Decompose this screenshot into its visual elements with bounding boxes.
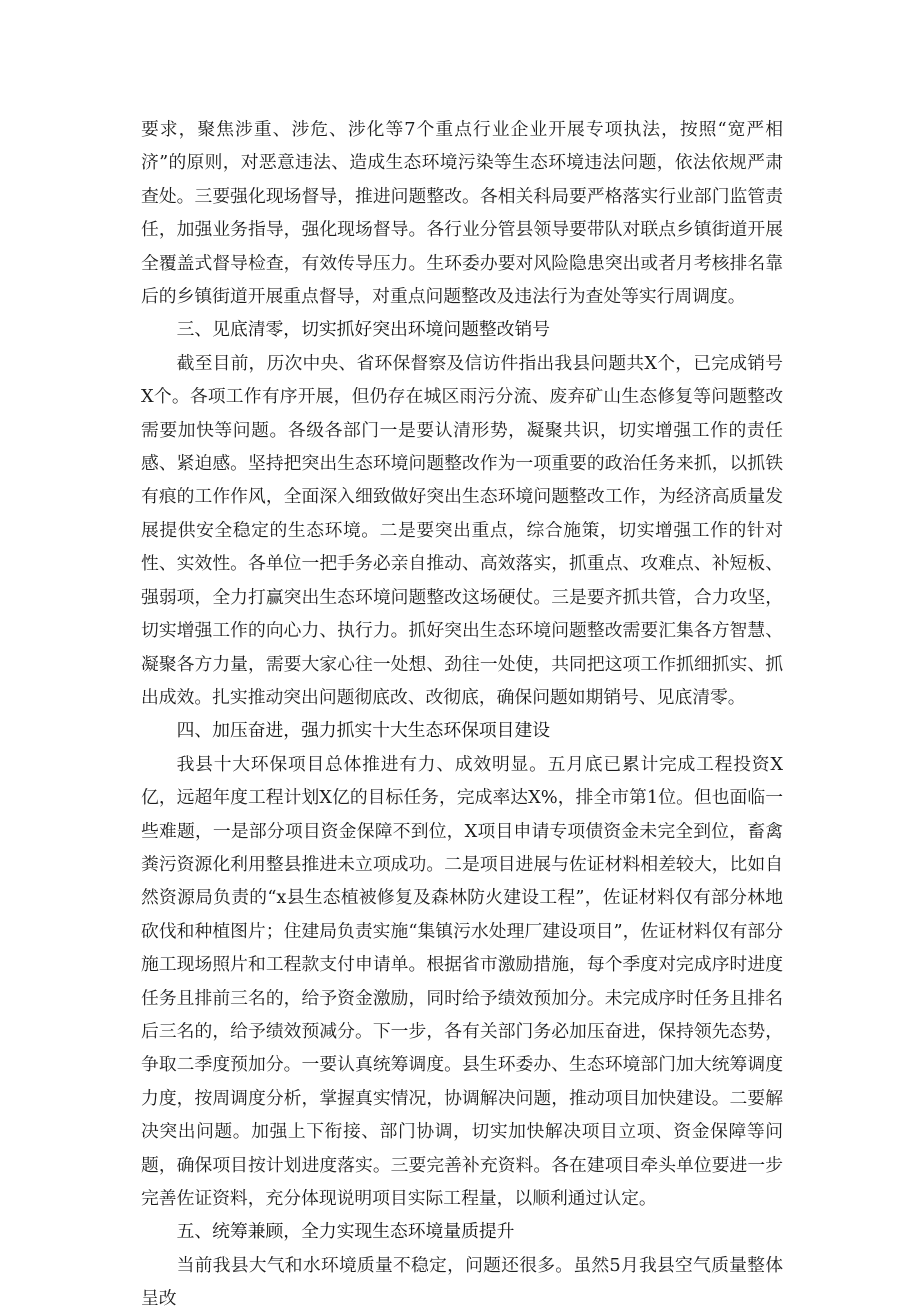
section-heading-5: 五、统筹兼顾，全力实现生态环境量质提升 [176,1221,515,1243]
paragraph-continuation: 要求，聚焦涉重、涉危、涉化等7个重点行业企业开展专项执法，按照“宽严相济”的原则，对恶意违法、造成生态环境污染等生态环境违法问题，依法依规严肃查处。三要强化现场督导，推进问题整改。各相关科局要严格落实行业部门监管责任，加强业务指导，强化现场督导。各行业分管县领导要带队对联点乡镇街道开展全覆盖式督导检查，有效传导压力。生环委办要对风险隐患突出或者月考核排名靠后的乡镇街道开展重点督导，对重点问题整改及违法行为查处等实行周调度。 [141,119,783,308]
paragraph-section-4: 我县十大环保项目总体推进有力、成效明显。五月底已累计完成工程投资X亿，远超年度工程计划X亿的目标任务，完成率达X%，排全市第1位。但也面临一些难题，一是部分项目资金保障不到位，X项目申请专项债资金未完全到位，畜禽粪污资源化利用整县推进未立项成功。二是项目进展与佐证材料相差较大，比如自然资源局负责的“x县生态植被修复及森林防火建设工程”，佐证材料仅有部分林地砍伐和种植图片；住建局负责实施“集镇污水处理厂建设项目”，佐证材料仅有部分施工现场照片和工程款支付申请单。根据省市激励措施，每个季度对完成序时进度任务且排前三名的，给予资金激励，同时给予绩效预加分。未完成序时任务且排名后三名的，给予绩效预减分。下一步，各有关部门务必加压奋进，保持领先态势，争取二季度预加分。一要认真统筹调度。县生环委办、生态环境部门加大统筹调度力度，按周调度分析，掌握真实情况，协调解决问题，推动项目加快建设。二要解决突出问题。加强上下衔接、部门协调，切实加快解决项目立项、资金保障等问题，确保项目按计划进度落实。三要完善补充资料。各在建项目牵头单位要进一步完善佐证资料，充分体现说明项目实际工程量，以顺利通过认定。 [141,753,783,1209]
paragraph-section-5: 当前我县大气和水环境质量不稳定，问题还很多。虽然5月我县空气质量整体呈改 [141,1254,783,1310]
section-heading-4: 四、加压奋进，强力抓实十大生态环保项目建设 [176,720,551,742]
paragraph-section-3: 截至目前，历次中央、省环保督察及信访件指出我县问题共X个，已完成销号X个。各项工作有序开展，但仍存在城区雨污分流、废弃矿山生态修复等问题整改需要加快等问题。各级各部门一是要认清形势，凝聚共识，切实增强工作的责任感、紧迫感。坚持把突出生态环境问题整改作为一项重要的政治任务来抓，以抓铁有痕的工作作风，全面深入细致做好突出生态环境问题整改工作，为经济高质量发展提供安全稳定的生态环境。二是要突出重点，综合施策，切实增强工作的针对性、实效性。各单位一把手务必亲自推动、高效落实，抓重点、攻难点、补短板、强弱项，全力打赢突出生态环境问题整改这场硬仗。三是要齐抓共管，合力攻坚，切实增强工作的向心力、执行力。抓好突出生态环境问题整改需要汇集各方智慧、凝聚各方力量，需要大家心往一处想、劲往一处使，共同把这项工作抓细抓实、抓出成效。扎实推动突出问题彻底改、改彻底，确保问题如期销号、见底清零。 [141,352,783,708]
section-heading-3: 三、见底清零，切实抓好突出环境问题整改销号 [176,319,551,341]
document-body [141,113,783,1316]
